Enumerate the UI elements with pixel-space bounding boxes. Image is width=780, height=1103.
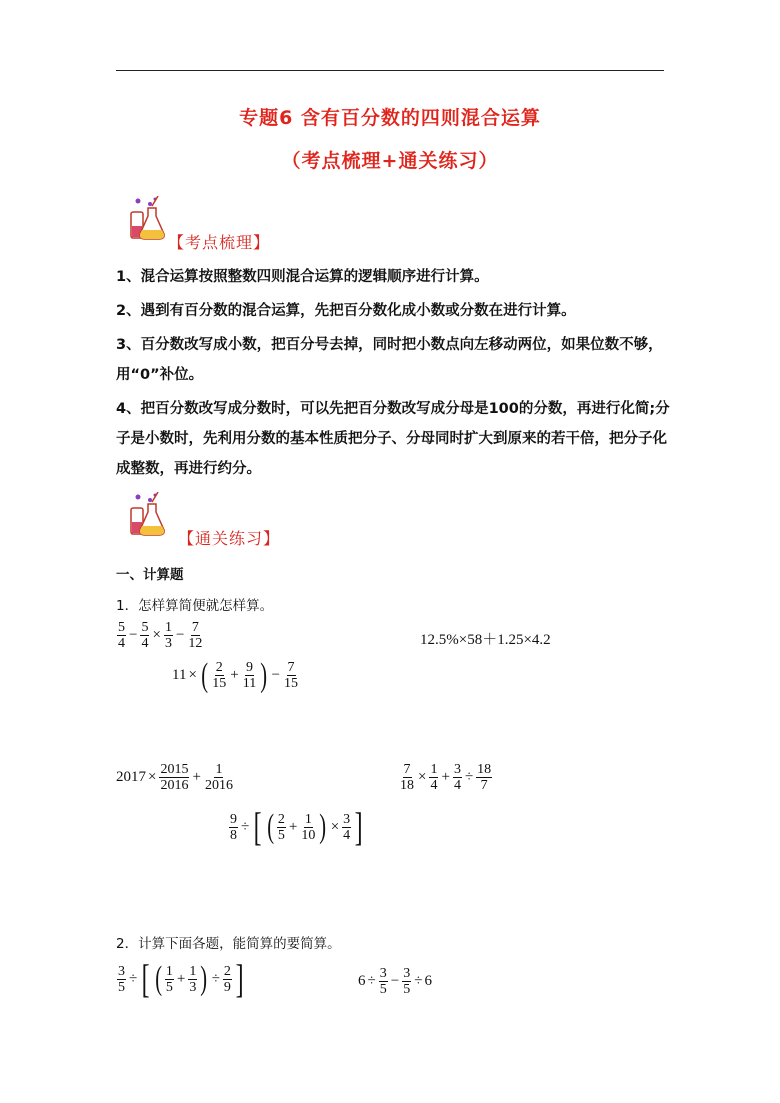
fraction: $\frac{2}{9}$ (223, 963, 231, 995)
fraction: $\frac{3}{5}$ (118, 963, 125, 995)
fraction: $\frac{5}{4}$ (118, 620, 125, 651)
review-points (116, 262, 672, 488)
review-point-1: 1、混合运算按照整数四则混合运算的逻辑顺序进行计算。 (116, 269, 489, 285)
page-subtitle: （考点梳理+通关练习） (281, 150, 499, 172)
review-point-2: 2、遇到有百分数的混合运算，先把百分数化成小数或分数在进行计算。 (116, 303, 576, 319)
part-title: 一、计算题 (116, 567, 184, 583)
expression-1: $\frac{5}{4}$ − $\frac{5}{4}$ × $\frac{1}{3}$ − $\frac{7}{12}$ (118, 620, 203, 651)
review-point-4: 4、把百分数改写成分数时，可以先把百分数改写成分母是100的分数，再进行化简;分子是小数时，先利用分数的基本性质把分子、分母同时扩大到原来的若干倍，把分子化成整数，再进行约分。 (116, 401, 670, 477)
question-2: 2．计算下面各题，能简算的要简算。 (116, 936, 341, 952)
flask-icon (128, 196, 168, 242)
expression-8: 6 ÷ $\frac{3}{5}$ − $\frac{3}{5}$ ÷ 6 (358, 966, 432, 997)
fraction: $\frac{1}{2016}$ (204, 762, 233, 793)
header-rule (116, 70, 664, 71)
section-heading-review: 【考点梳理】 (168, 233, 271, 252)
fraction: $\frac{3}{5}$ (403, 966, 411, 997)
expression-6: $\frac{9}{8}$ ÷ [ ( $\frac{2}{5}$ + $\frac{1}{10}$ ) × $\frac{3}{4}$ ] (230, 804, 363, 849)
fraction: $\frac{3}{5}$ (379, 966, 387, 997)
fraction: $\frac{7}{15}$ (284, 660, 298, 691)
fraction: $\frac{7}{18}$ (400, 762, 414, 793)
fraction: $\frac{9}{11}$ (242, 660, 257, 691)
fraction: $\frac{18}{7}$ (477, 762, 492, 793)
fraction: $\frac{1}{5}$ (165, 963, 173, 995)
expression-3: 11 × ( $\frac{2}{15}$ + $\frac{9}{11}$ ) − $\frac{7}{15}$ (172, 656, 298, 694)
question-1: 1．怎样算简便就怎样算。 (116, 598, 274, 614)
fraction: $\frac{1}{3}$ (189, 963, 197, 995)
fraction: $\frac{2015}{2016}$ (160, 762, 189, 793)
fraction: $\frac{2}{15}$ (212, 660, 227, 691)
page-title: 专题6 含有百分数的四则混合运算 (239, 107, 541, 129)
fraction: $\frac{1}{4}$ (430, 762, 438, 793)
fraction: $\frac{9}{8}$ (230, 811, 237, 843)
review-point-3: 3、百分数改写成小数，把百分号去掉，同时把小数点向左移动两位，如果位数不够，用“0”补位。 (116, 337, 663, 383)
section-heading-practice: 【通关练习】 (178, 529, 281, 548)
expression-2: 12.5%×58＋1.25×4.2 (420, 632, 551, 648)
expression-5: $\frac{7}{18}$ × $\frac{1}{4}$ + $\frac{3}{4}$ ÷ $\frac{18}{7}$ (400, 762, 492, 793)
flask-icon (128, 492, 168, 538)
expression-4: 2017 × $\frac{2015}{2016}$ + $\frac{1}{2016}$ (116, 762, 233, 793)
fraction: $\frac{7}{12}$ (188, 620, 203, 651)
fraction: $\frac{2}{5}$ (277, 811, 285, 843)
fraction: $\frac{3}{4}$ (453, 762, 461, 793)
expression-7: $\frac{3}{5}$ ÷ [ ( $\frac{1}{5}$ + $\frac{1}{3}$ ) ÷ $\frac{2}{9}$ ] (118, 956, 244, 1001)
fraction: $\frac{1}{10}$ (301, 811, 316, 843)
fraction: $\frac{1}{3}$ (164, 620, 172, 651)
fraction: $\frac{3}{4}$ (343, 811, 351, 843)
fraction: $\frac{5}{4}$ (141, 620, 149, 651)
